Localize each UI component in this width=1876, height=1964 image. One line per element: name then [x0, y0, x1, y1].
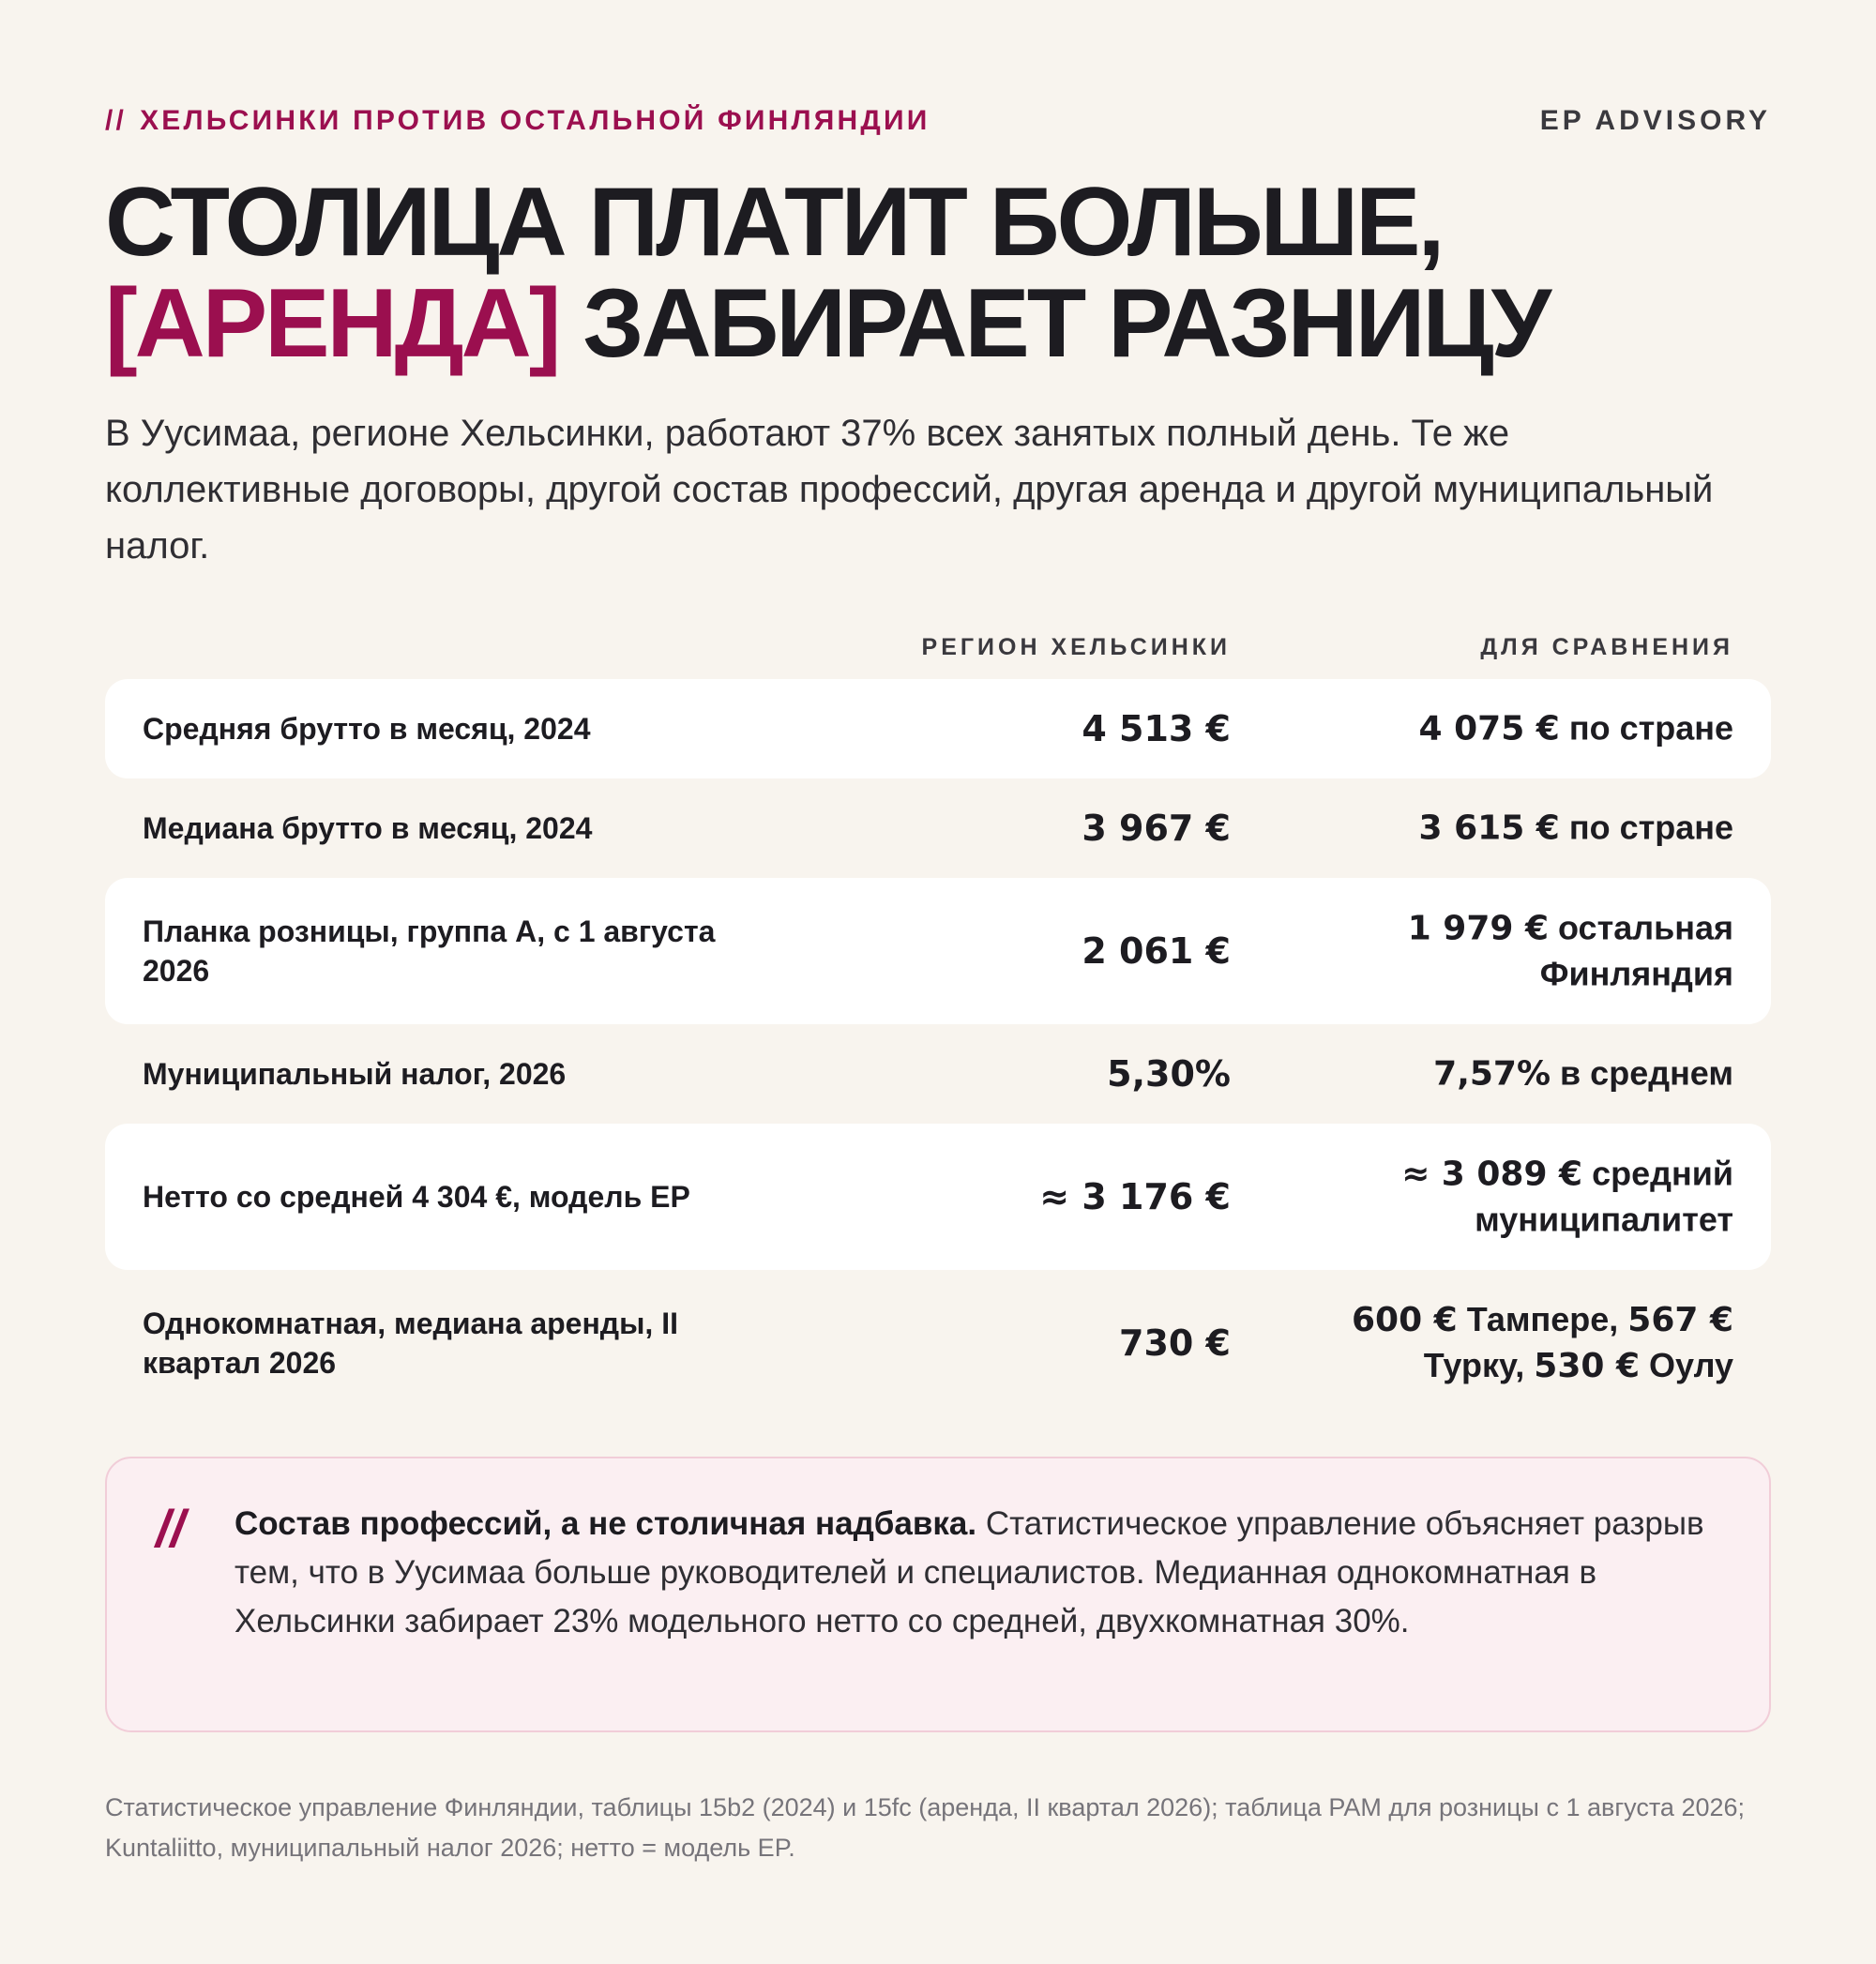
page-title	[105, 168, 1771, 378]
comparison-table	[105, 679, 1771, 1416]
row-value-helsinki: 5,30%	[1107, 1053, 1231, 1095]
table-row	[105, 878, 1771, 1024]
compare-number: 3 615 €	[1418, 808, 1560, 848]
row-value-helsinki: 4 513 €	[1082, 708, 1231, 749]
table-row	[105, 1024, 1771, 1124]
compare-text: в среднем	[1551, 1053, 1733, 1093]
brand-logo: EP ADVISORY	[1539, 105, 1771, 136]
column-header-compare: ДЛЯ СРАВНЕНИЯ	[1480, 634, 1733, 660]
row-value-compare	[1302, 706, 1733, 752]
compare-number: 567 €	[1627, 1301, 1733, 1339]
row-value-compare	[1302, 1051, 1733, 1097]
row-value-compare	[1302, 806, 1733, 852]
table-row	[105, 1124, 1771, 1270]
compare-number: 530 €	[1534, 1347, 1641, 1385]
compare-text: Оулу	[1640, 1346, 1733, 1384]
table-row	[105, 778, 1771, 878]
compare-number: 600 €	[1352, 1301, 1458, 1339]
compare-number: 1 979 €	[1407, 909, 1550, 948]
compare-text: по стране	[1559, 708, 1733, 748]
row-value-helsinki: ≈ 3 176 €	[1039, 1176, 1231, 1217]
table-row	[105, 1270, 1771, 1416]
kicker	[105, 105, 930, 137]
lead-paragraph: В Уусимаа, регионе Хельсинки, работают 37% всех занятых полный день. Те же коллективные договоры, другой состав профессий, другая аренда и другой муниципальный налог.	[105, 413, 1714, 567]
compare-text: средний муниципалитет	[1475, 1154, 1733, 1239]
compare-number: 7,57%	[1433, 1054, 1551, 1094]
row-label: Медиана брутто в месяц, 2024	[143, 811, 593, 845]
callout-slashes: //	[156, 1499, 186, 1558]
callout-note	[105, 1457, 1771, 1732]
callout-text: Статистическое управление объясняет разрыв тем, что в Уусимаа больше руководителей и специалистов. Медианная однокомнатная в Хельсинки забирает 23% модельного нетто со средней, двухкомнатная 30%.	[234, 1505, 1704, 1639]
row-value-helsinki: 730 €	[1119, 1322, 1231, 1364]
headline-line-1: СТОЛИЦА ПЛАТИТ БОЛЬШЕ,	[105, 168, 1443, 277]
row-value-compare	[1302, 906, 1733, 997]
headline-line-2	[105, 269, 1771, 378]
compare-text: Турку,	[1423, 1346, 1535, 1384]
row-label: Однокомнатная, медиана аренды, II квартал 2026	[143, 1307, 678, 1380]
row-label: Муниципальный налог, 2026	[143, 1057, 567, 1091]
column-header-helsinki: РЕГИОН ХЕЛЬСИНКИ	[921, 634, 1231, 660]
callout-body	[234, 1500, 1735, 1646]
kicker-text: ХЕЛЬСИНКИ ПРОТИВ ОСТАЛЬНОЙ ФИНЛЯНДИИ	[140, 105, 930, 136]
kicker-slashes: //	[105, 105, 128, 136]
compare-text: остальная Финляндия	[1539, 908, 1733, 993]
row-label: Планка розницы, группа A, с 1 августа 2026	[143, 914, 716, 988]
callout-lead: Состав профессий, а не столичная надбавка.	[234, 1505, 977, 1542]
headline-line-2-rest: ЗАБИРАЕТ РАЗНИЦУ	[558, 269, 1550, 378]
row-label: Средняя брутто в месяц, 2024	[143, 712, 591, 746]
compare-text: по стране	[1559, 808, 1733, 847]
row-value-compare	[1302, 1297, 1733, 1389]
row-label: Нетто со средней 4 304 €, модель EP	[143, 1180, 690, 1214]
compare-number: ≈ 3 089 €	[1401, 1155, 1583, 1194]
row-value-helsinki: 3 967 €	[1082, 808, 1231, 849]
headline-accent: [АРЕНДА]	[105, 269, 559, 378]
compare-number: 4 075 €	[1418, 709, 1560, 748]
source-footnote: Статистическое управление Финляндии, таблицы 15b2 (2024) и 15fc (аренда, II квартал 2026); таблица PAM для розницы с 1 августа 2026; Kuntaliitto, муниципальный налог 2026; нетто = модель EP.	[105, 1793, 1746, 1862]
compare-text: Тампере,	[1457, 1300, 1628, 1338]
row-value-compare	[1302, 1152, 1733, 1243]
row-value-helsinki: 2 061 €	[1082, 930, 1231, 972]
table-row	[105, 679, 1771, 778]
top-bar	[105, 105, 1771, 143]
